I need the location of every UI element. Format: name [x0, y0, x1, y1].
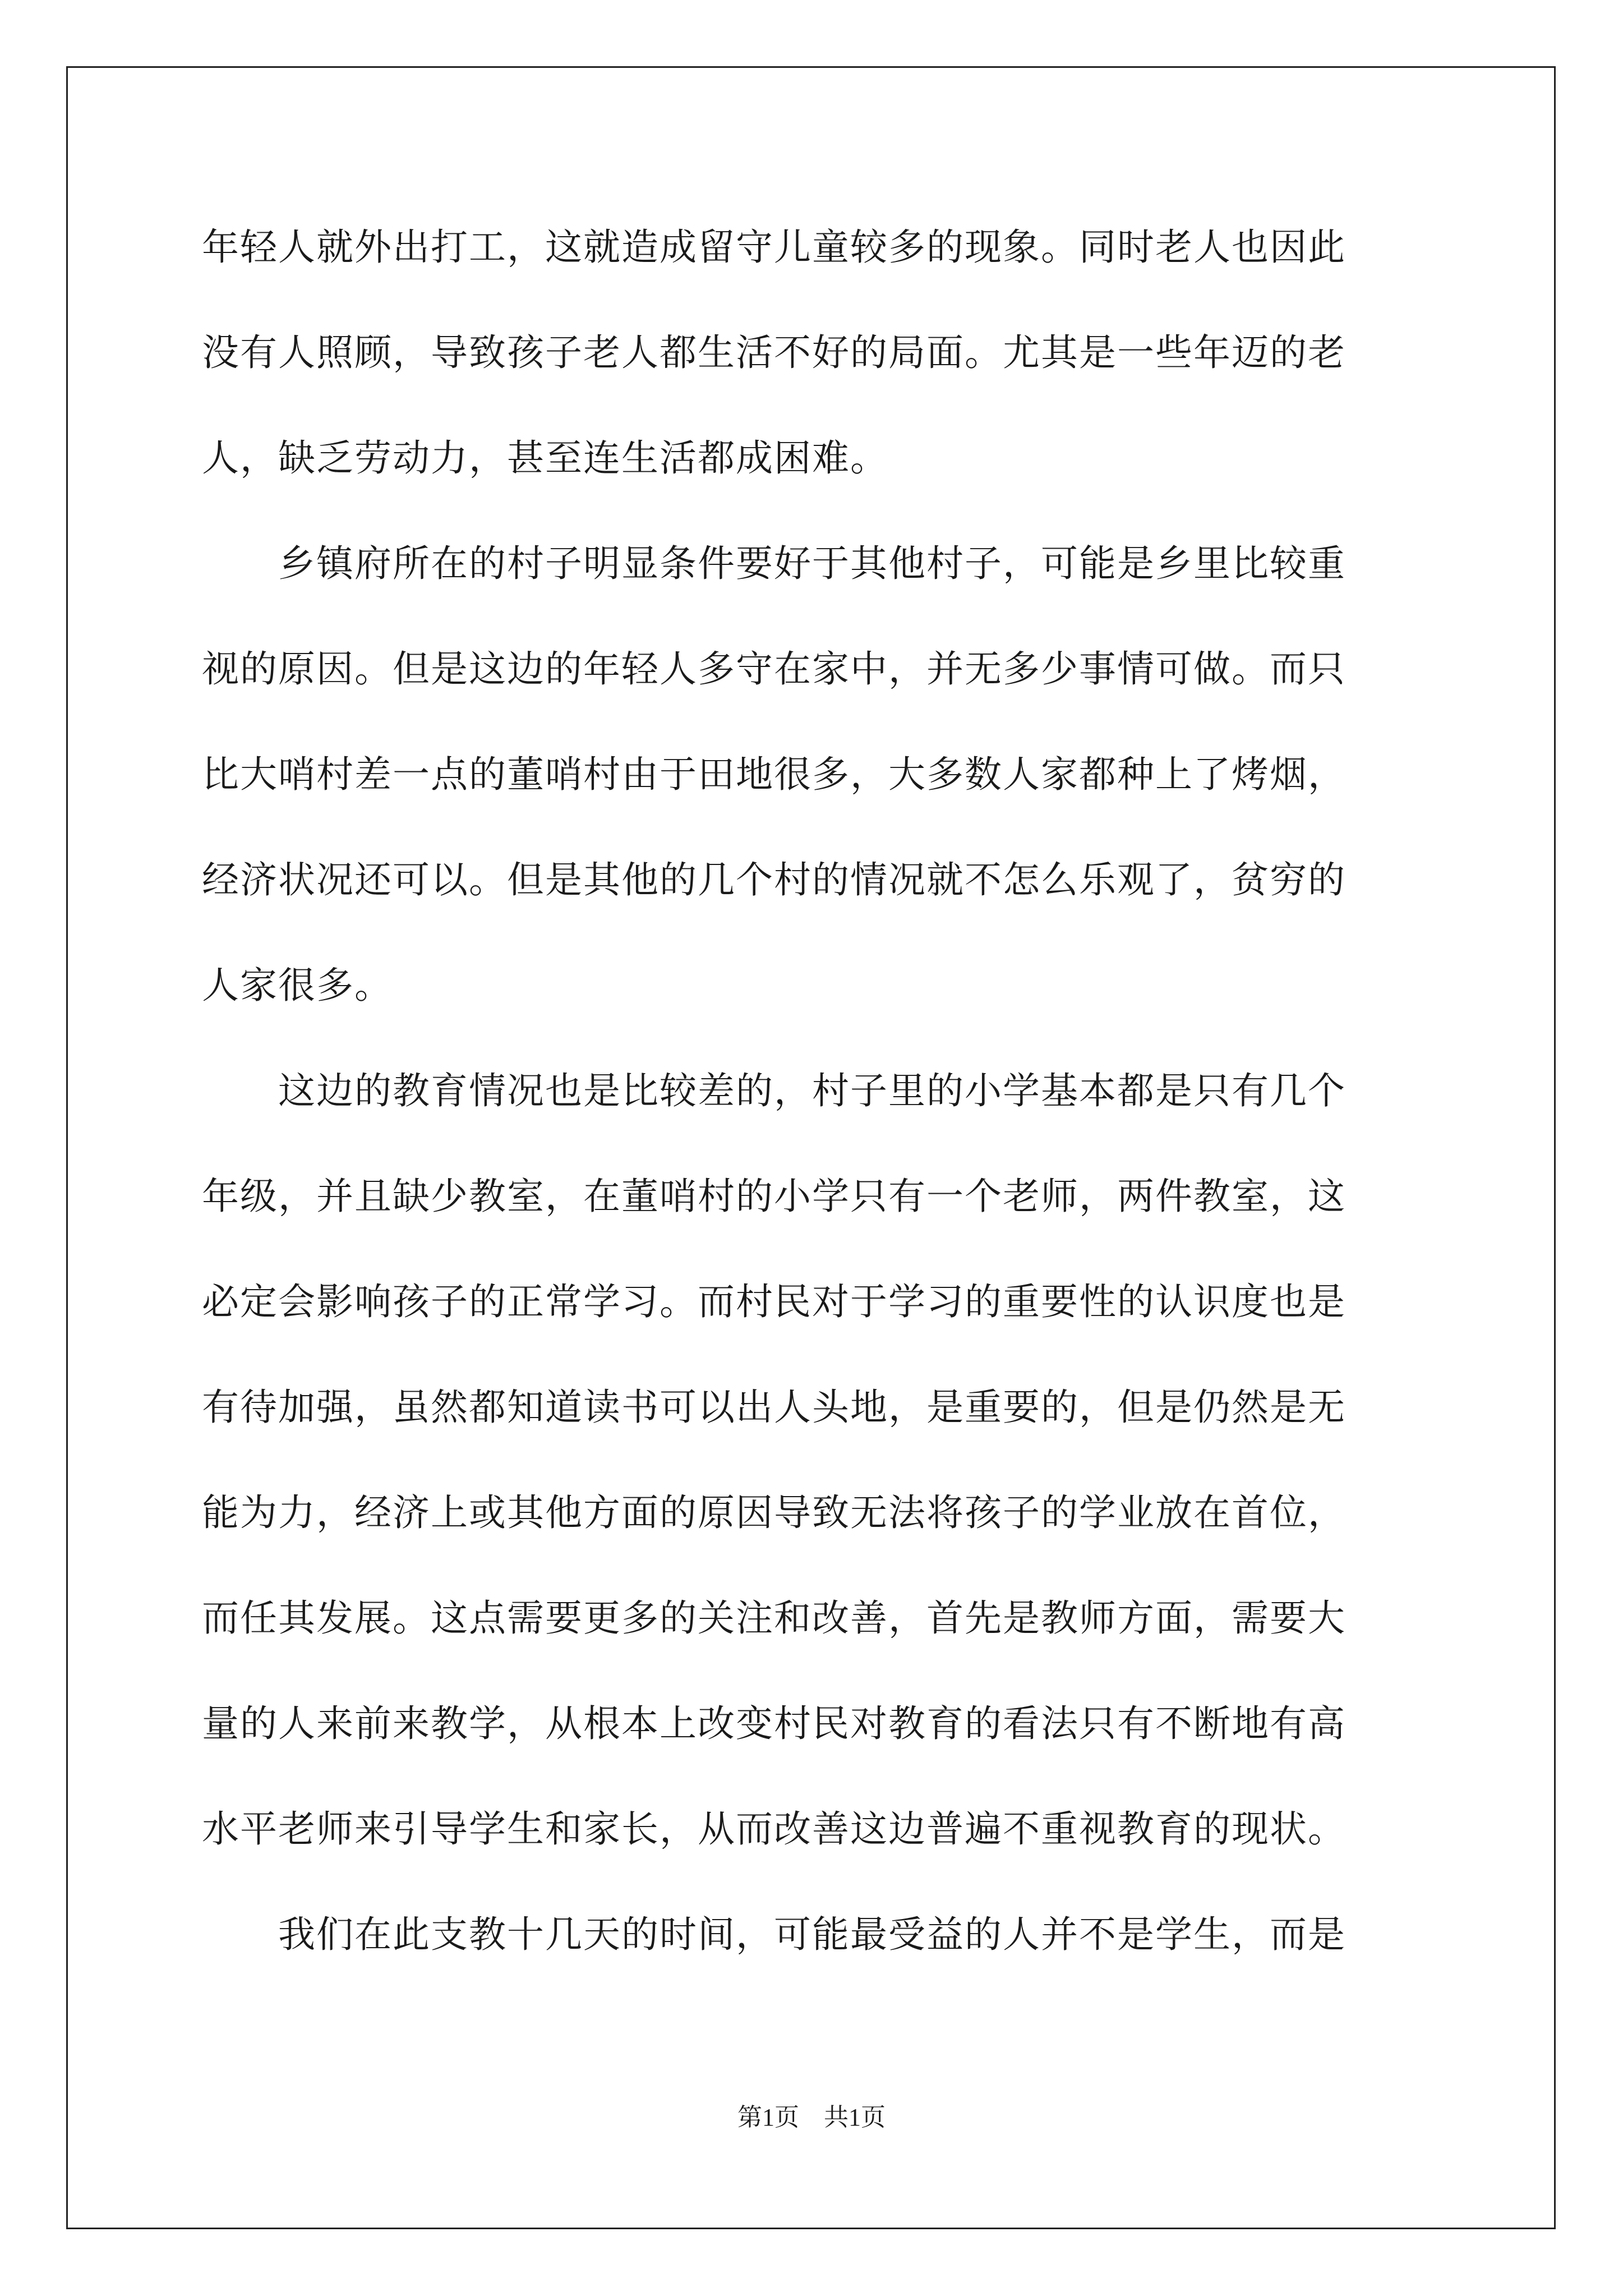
text-line: 比大哨村差一点的董哨村由于田地很多，大多数人家都种上了烤烟，: [202, 753, 1346, 796]
text-line: 人家很多。: [202, 964, 393, 1007]
text-line: 年轻人就外出打工，这就造成留守儿童较多的现象。同时老人也因此: [202, 226, 1346, 269]
text-line: 视的原因。但是这边的年轻人多守在家中，并无多少事情可做。而只: [202, 647, 1346, 691]
text-line: 人，缺乏劳动力，甚至连生活都成困难。: [202, 436, 888, 480]
document-body: [202, 210, 1424, 2003]
text-line: 量的人来前来教学，从根本上改变村民对教育的看法只有不断地有高: [202, 1702, 1346, 1745]
text-line: 我们在此支教十几天的时间，可能最受益的人并不是学生，而是: [202, 1913, 1346, 1956]
text-line: 经济状况还可以。但是其他的几个村的情况就不怎么乐观了，贫穷的: [202, 858, 1346, 901]
text-line: 能为力，经济上或其他方面的原因导致无法将孩子的学业放在首位，: [202, 1491, 1346, 1534]
text-line: 必定会影响孩子的正常学习。而村民对于学习的重要性的认识度也是: [202, 1280, 1346, 1323]
text-line: 水平老师来引导学生和家长，从而改善这边普遍不重视教育的现状。: [202, 1807, 1346, 1851]
text-line: 这边的教育情况也是比较差的，村子里的小学基本都是只有几个: [202, 1069, 1346, 1112]
text-line: 有待加强，虽然都知道读书可以出人头地，是重要的，但是仍然是无: [202, 1386, 1346, 1429]
page-number: 第1页 共1页: [737, 2104, 886, 2131]
text-line: 没有人照顾，导致孩子老人都生活不好的局面。尤其是一些年迈的老: [202, 331, 1346, 374]
text-line: 年级，并且缺少教室，在董哨村的小学只有一个老师，两件教室，这: [202, 1175, 1346, 1218]
text-line: 乡镇府所在的村子明显条件要好于其他村子，可能是乡里比较重: [202, 542, 1346, 585]
text-line: 而任其发展。这点需要更多的关注和改善，首先是教师方面，需要大: [202, 1596, 1346, 1640]
